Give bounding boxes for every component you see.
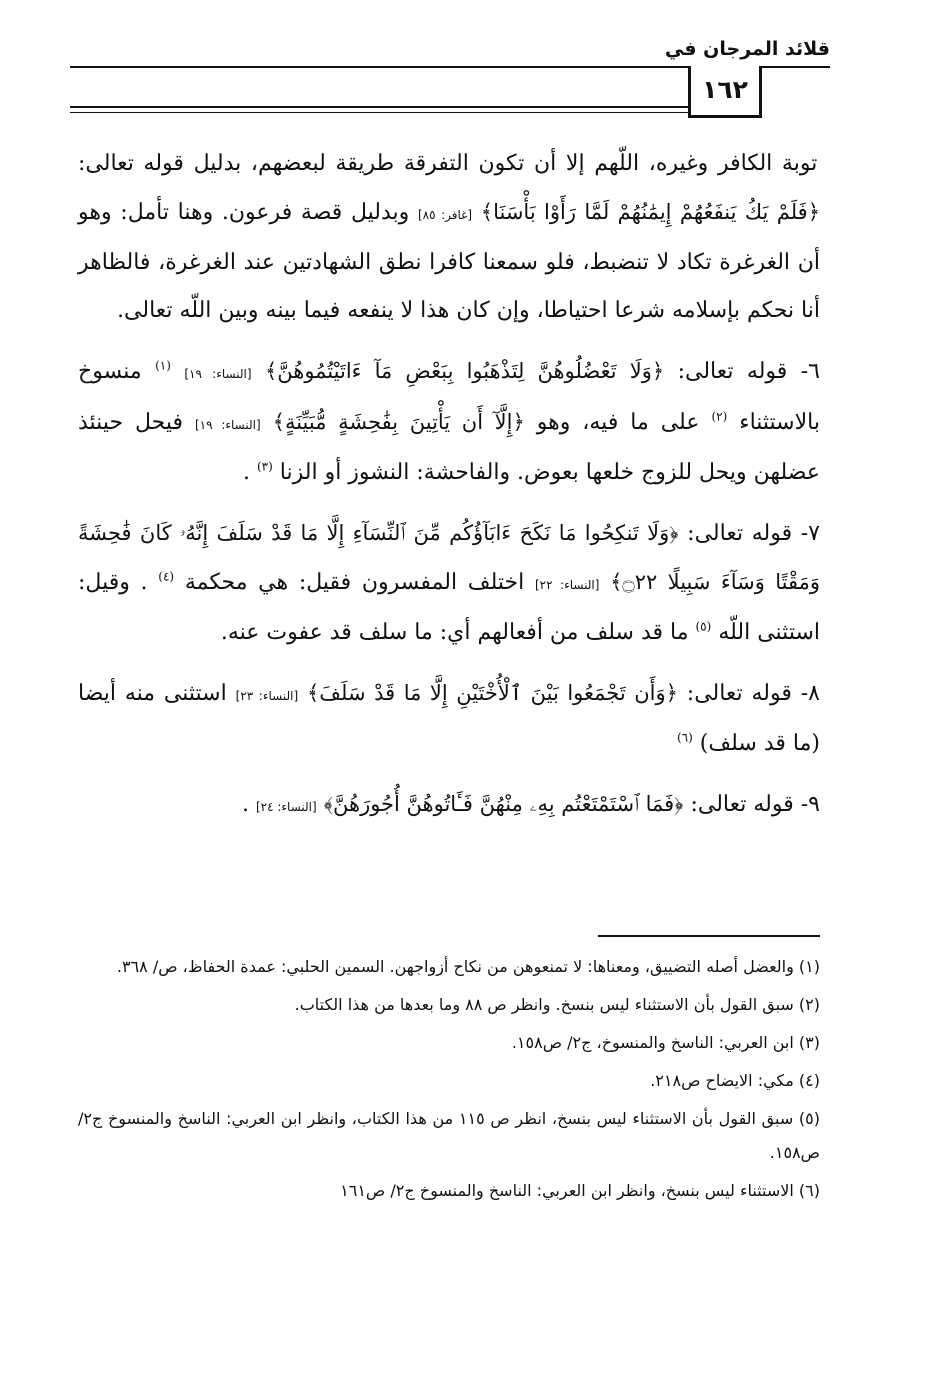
item-heading: ٦- قوله تعالى:: [664, 359, 820, 384]
item-heading: ٨- قوله تعالى:: [677, 681, 820, 706]
item-heading: ٩- قوله تعالى:: [683, 792, 820, 817]
text-run: استثنى منه أيضا (ما قد سلف): [78, 681, 820, 756]
item-8: [78, 669, 820, 768]
quran-verse: ﴿فَمَا ٱسْتَمْتَعْتُم بِهِۦ مِنْهُنَّ فَـَٔاتُوهُنَّ أُجُورَهُنَّ﴾: [323, 792, 684, 816]
verse-citation: [النساء: ١٩]: [194, 418, 261, 432]
quran-verse: ﴿وَلَا تَنكِحُوا مَا نَكَحَ ءَابَآؤُكُم مِّنَ ٱلنِّسَآءِ إِلَّا مَا قَدْ سَلَفَ إِنَّهُۥ كَانَ فَٰحِشَةً وَمَقْتًا وَسَآءَ سَبِيلًا ۝٢٢﴾: [78, 521, 821, 594]
verse-citation: [النساء: ١٩]: [184, 367, 252, 381]
text-run: .: [241, 792, 249, 817]
item-7: [78, 509, 820, 657]
footnote-6: (٦) الاستثناء ليس بنسخ، وانظر ابن العربي: الناسخ والمنسوخ ج٢/ ص١٦١: [340, 1181, 820, 1200]
text-run: فيحل حينئذ عضلهن ويحل للزوج خلعها بعوض. والفاحشة: النشوز أو الزنا: [78, 410, 820, 485]
item-9: [78, 780, 820, 831]
item-6: [78, 347, 820, 497]
text-run: على ما فيه، وهو: [524, 410, 700, 435]
quran-verse: ﴿وَلَا تَعْضُلُوهُنَّ لِتَذْهَبُوا بِبَعْضِ مَآ ءَاتَيْتُمُوهُنَّ﴾: [264, 359, 665, 383]
text-run: منسوخ بالاستثناء: [78, 359, 820, 435]
footnote-ref[interactable]: (٥): [695, 619, 712, 634]
text-run: توبة الكافر وغيره، اللّهم إلا أن تكون التفرقة طريقة لبعضهم، بدليل قوله تعالى:: [78, 151, 818, 176]
footnote-ref[interactable]: (٦): [676, 730, 693, 745]
footnote-2: (٢) سبق القول بأن الاستثناء ليس بنسخ. وانظر ص ٨٨ وما بعدها من هذا الكتاب.: [294, 995, 820, 1014]
footnotes: [78, 950, 820, 1212]
footnote-5: (٥) سبق القول بأن الاستثناء ليس بنسخ، انظر ص ١١٥ من هذا الكتاب، وانظر ابن العربي: الناسخ والمنسوخ ج٢/ ص١٥٨.: [78, 1109, 820, 1162]
intro-paragraph: [78, 140, 820, 335]
footnote-ref[interactable]: (٢): [711, 409, 728, 424]
verse-citation: [النساء: ٢٢]: [534, 578, 600, 592]
footnote-ref[interactable]: (٣): [256, 459, 273, 474]
verse-citation: [النساء: ٢٣]: [235, 689, 299, 703]
page-number: ١٦٢: [688, 66, 762, 118]
quran-verse: ﴿وَأَن تَجْمَعُوا بَيْنَ ٱلْأُخْتَيْنِ إِلَّا مَا قَدْ سَلَفَ﴾: [307, 681, 678, 705]
page-header: [70, 32, 830, 102]
footnote-4: (٤) مكي: الايضاح ص٢١٨.: [650, 1071, 820, 1090]
verse-citation: [غافر: ٨٥]: [417, 208, 473, 222]
footnote-ref[interactable]: (٤): [158, 569, 175, 584]
footnote-1: (١) والعضل أصله التضييق، ومعناها: لا تمنعوهن من نكاح أزواجهن. السمين الحلبي: عمدة الحفاظ، ص/ ٣٦٨.: [116, 957, 820, 976]
verse-citation: [النساء: ٢٤]: [255, 800, 317, 814]
footnote-3: (٣) ابن العربي: الناسخ والمنسوخ، ج٢/ ص١٥٨.: [511, 1033, 820, 1052]
quran-verse: ﴿فَلَمْ يَكُ يَنفَعُهُمْ إِيمَٰنُهُمْ لَمَّا رَأَوْا بَأْسَنَا﴾: [480, 200, 821, 224]
footnote-ref[interactable]: (١): [155, 358, 171, 373]
footnote-separator: [598, 935, 820, 937]
text-run: . وقيل: استثنى اللّه: [78, 570, 820, 645]
text-run: ما قد سلف من أفعالهم أي: ما سلف قد عفوت عنه.: [220, 620, 689, 645]
header-rule-double-top: [70, 106, 690, 108]
item-heading: ٧- قوله تعالى:: [678, 521, 820, 546]
main-text: [78, 140, 820, 843]
text-run: وبدليل قصة فرعون. وهنا تأمل: وهو أن الغرغرة تكاد لا تنضبط، فلو سمعنا كافرا نطق الشهادتين عند الغرغرة، فالظاهر أنا نحكم بإسلامه شرعا احتياطا، وإن كان هذا لا ينفعه فيما بينه وبين اللّه تعالى.: [78, 200, 820, 323]
text-run: اختلف المفسرون فقيل: هي محكمة: [184, 570, 525, 595]
text-run: .: [242, 460, 250, 485]
header-rule-double-bottom: [70, 112, 690, 113]
quran-verse: ﴿إِلَّآ أَن يَأْتِينَ بِفَٰحِشَةٍ مُّبَيِّنَةٍ﴾: [272, 410, 525, 434]
running-title: قلائد المرجان في: [664, 38, 830, 60]
